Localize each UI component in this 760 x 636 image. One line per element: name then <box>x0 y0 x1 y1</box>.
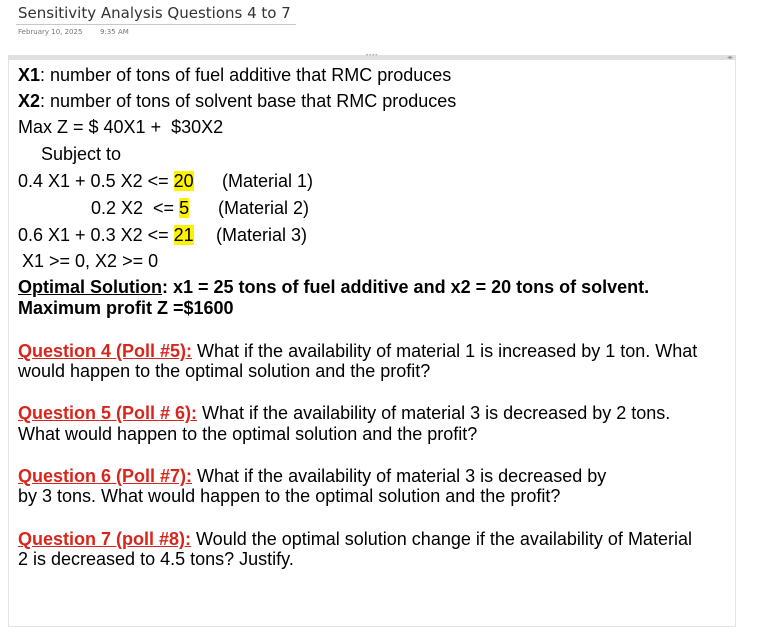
constraint-3-lhs: 0.6 X1 + 0.3 X2 <= <box>18 225 174 245</box>
question-4-line2: would happen to the optimal solution and the profit? <box>18 361 431 381</box>
page-date: February 10, 2025 <box>18 28 83 36</box>
definition-x1 <box>18 65 451 85</box>
page-title: Sensitivity Analysis Questions 4 to 7 <box>18 4 291 22</box>
subject-to-label: Subject to <box>41 144 122 164</box>
constraint-1 <box>18 171 194 191</box>
question-4-text: What if the availability of material 1 is increased by 1 ton. What <box>192 341 698 361</box>
constraint-2-rhs: 5 <box>179 198 190 218</box>
question-6-line1 <box>18 466 606 486</box>
question-7-line2: 2 is decreased to 4.5 tons? Justify. <box>18 549 294 569</box>
drag-handle-icon[interactable]: •••• <box>366 53 379 59</box>
optimal-solution-label: Optimal Solution <box>18 277 162 297</box>
question-6-line2: by 3 tons. What would happen to the optimal solution and the profit? <box>18 486 561 506</box>
question-5-label: Question 5 (Poll # 6): <box>18 403 198 423</box>
objective-function: Max Z = $ 40X1 + $30X2 <box>18 117 224 137</box>
constraint-2 <box>91 198 189 218</box>
x1-var: X1 <box>18 65 41 85</box>
constraint-2-label: (Material 2) <box>218 198 310 218</box>
question-4-line1 <box>18 341 697 361</box>
x2-var: X2 <box>18 91 41 111</box>
non-negativity: X1 >= 0, X2 >= 0 <box>22 251 159 271</box>
question-7-label: Question 7 (poll #8): <box>18 529 192 549</box>
expand-icon[interactable]: ◂▸ <box>727 55 734 61</box>
question-5-line2: What would happen to the optimal solution and the profit? <box>18 424 478 444</box>
optimal-solution-text: : x1 = 25 tons of fuel additive and x2 = 20 tons of solvent. <box>162 277 650 297</box>
question-5-text: What if the availability of material 3 is decreased by 2 tons. <box>197 403 671 423</box>
x1-text: : number of tons of fuel additive that RMC produces <box>40 65 452 85</box>
question-6-label: Question 6 (Poll #7): <box>18 466 193 486</box>
constraint-1-lhs: 0.4 X1 + 0.5 X2 <= <box>18 171 174 191</box>
question-5-line1 <box>18 403 670 423</box>
page-time: 9:35 AM <box>100 28 129 36</box>
constraint-1-label: (Material 1) <box>222 171 314 191</box>
constraint-2-lhs: 0.2 X2 <= <box>91 198 180 218</box>
constraint-3 <box>18 225 194 245</box>
constraint-3-rhs: 21 <box>173 225 194 245</box>
question-6-text: What if the availability of material 3 is decreased by <box>192 466 607 486</box>
title-divider <box>16 24 296 25</box>
question-7-line1 <box>18 529 692 549</box>
question-4-label: Question 4 (Poll #5): <box>18 341 193 361</box>
question-7-text: Would the optimal solution change if the availability of Material <box>191 529 692 549</box>
optimal-solution <box>18 277 649 297</box>
x2-text: : number of tons of solvent base that RMC produces <box>40 91 457 111</box>
definition-x2 <box>18 91 456 111</box>
constraint-1-rhs: 20 <box>173 171 194 191</box>
constraint-3-label: (Material 3) <box>216 225 308 245</box>
maximum-profit: Maximum profit Z =$1600 <box>18 298 234 318</box>
